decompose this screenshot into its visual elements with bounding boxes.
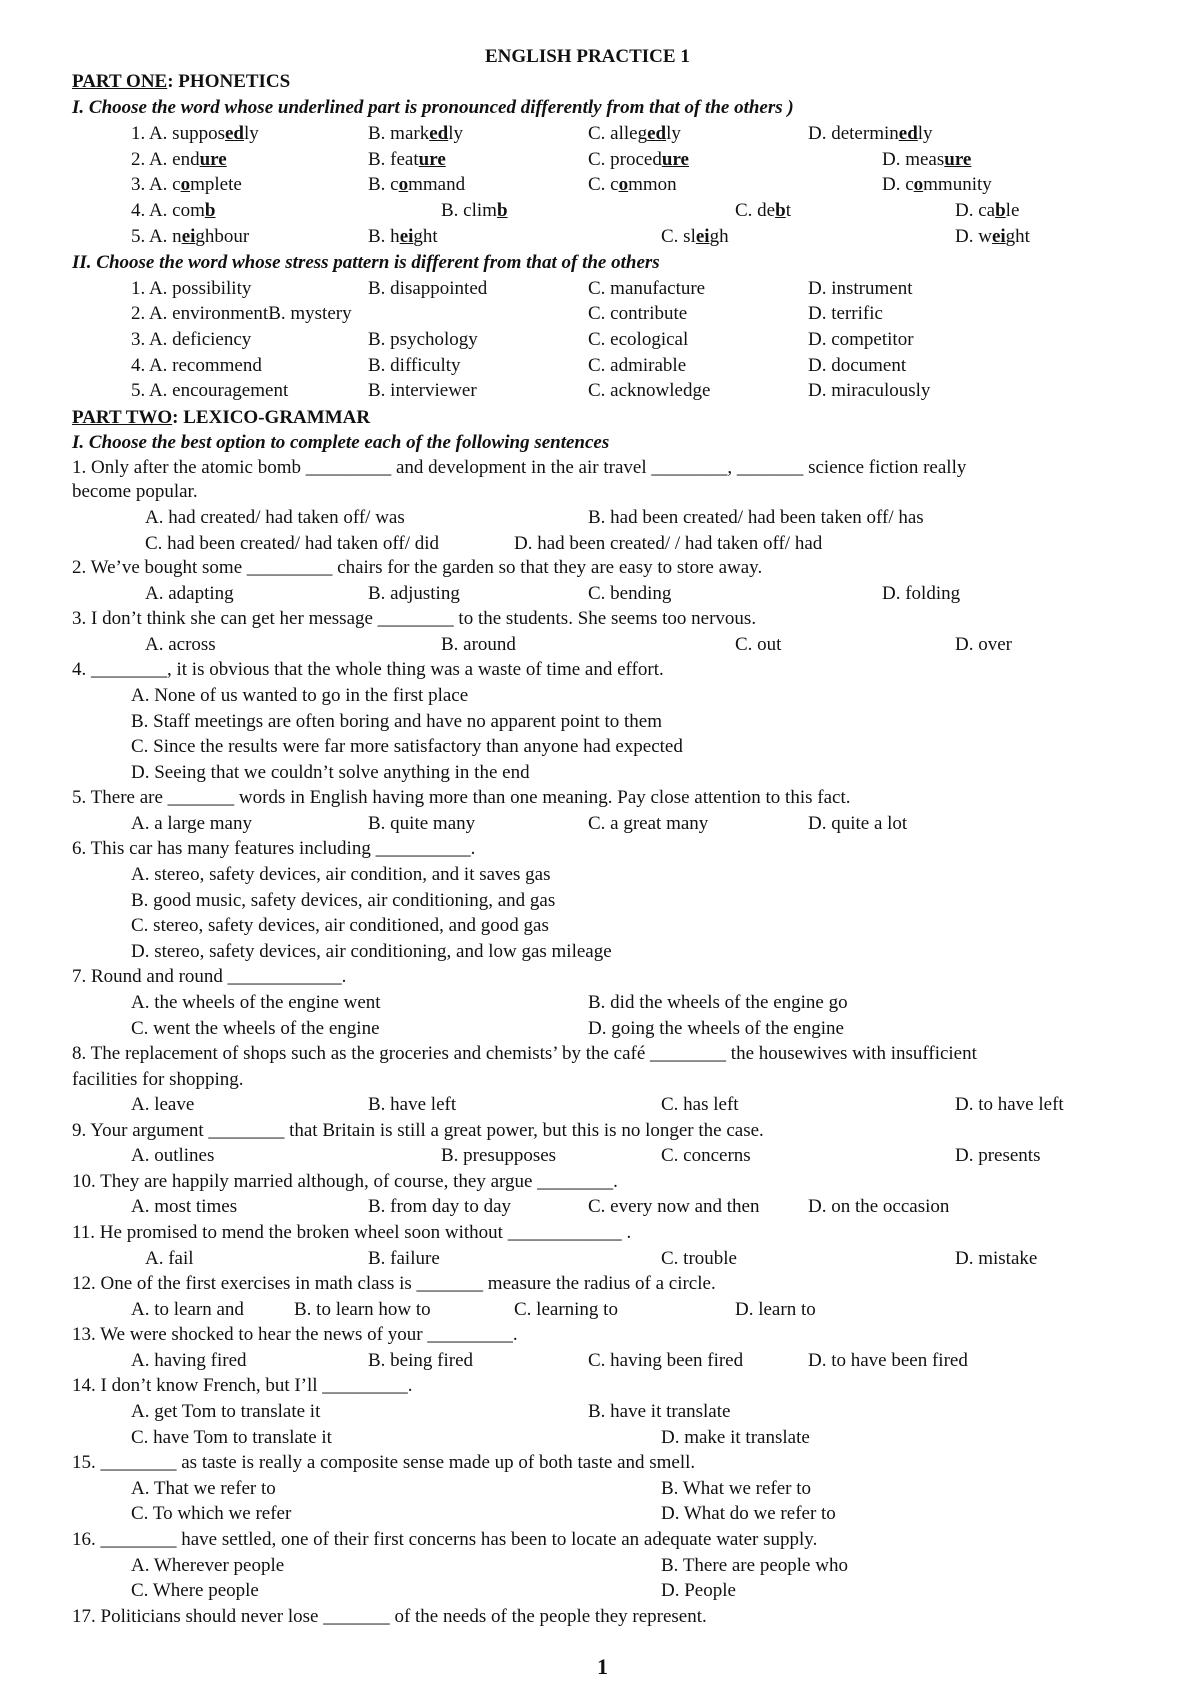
phonetics-q4-option-b: B. climb [441, 200, 508, 221]
q15-option-d: D. What do we refer to [661, 1503, 836, 1524]
phonetics-q1-option-d: D. determinedly [808, 123, 933, 144]
question-8: 8. The replacement of shops such as the groceries and chemists’ by the café ________ the housewives with insufficient [72, 1043, 977, 1064]
q12-option-d: D. learn to [735, 1299, 816, 1320]
question-12: 12. One of the first exercises in math class is _______ measure the radius of a circle. [72, 1273, 716, 1294]
q12-option-a: A. to learn and [131, 1299, 244, 1320]
stress-q3-option-b: B. psychology [368, 329, 478, 350]
q14-option-c: C. have Tom to translate it [131, 1427, 332, 1448]
q6-option-d: D. stereo, safety devices, air conditioning, and low gas mileage [131, 941, 612, 962]
q1-option-a: A. had created/ had taken off/ was [145, 507, 405, 528]
question-16: 16. ________ have settled, one of their first concerns has been to locate an adequate water supply. [72, 1529, 818, 1550]
q9-option-c: C. concerns [661, 1145, 751, 1166]
question-7: 7. Round and round ____________. [72, 966, 347, 987]
phonetics-q4-option-d: D. cable [955, 200, 1020, 221]
q2-option-c: C. bending [588, 583, 672, 604]
q10-option-d: D. on the occasion [808, 1196, 950, 1217]
q13-option-a: A. having fired [131, 1350, 247, 1371]
q9-option-d: D. presents [955, 1145, 1041, 1166]
q15-option-a: A. That we refer to [131, 1478, 276, 1499]
q12-option-c: C. learning to [514, 1299, 618, 1320]
phonetics-q2-option-c: C. procedure [588, 149, 689, 170]
q3-option-b: B. around [441, 634, 516, 655]
q15-option-c: C. To which we refer [131, 1503, 292, 1524]
q4-option-d: D. Seeing that we couldn’t solve anything in the end [131, 762, 530, 783]
q14-option-d: D. make it translate [661, 1427, 810, 1448]
question-10: 10. They are happily married although, of course, they argue ________. [72, 1171, 618, 1192]
q2-option-a: A. adapting [145, 583, 234, 604]
stress-q1-option-c: C. manufacture [588, 278, 706, 299]
phonetics-q3-option-c: C. common [588, 174, 677, 195]
q12-option-b: B. to learn how to [294, 1299, 431, 1320]
q11-option-c: C. trouble [661, 1248, 737, 1269]
q5-option-c: C. a great many [588, 813, 709, 834]
q16-option-d: D. People [661, 1580, 736, 1601]
phonetics-q2-option-b: B. feature [368, 149, 446, 170]
q5-option-d: D. quite a lot [808, 813, 908, 834]
section-phonetics-instruction: I. Choose the word whose underlined part is pronounced differently from that of the others ) [72, 97, 794, 118]
phonetics-q4-option-c: C. debt [735, 200, 791, 221]
stress-q1-option-b: B. disappointed [368, 278, 488, 299]
q7-option-a: A. the wheels of the engine went [131, 992, 381, 1013]
q4-option-a: A. None of us wanted to go in the first place [131, 685, 469, 706]
question-1-cont: become popular. [72, 481, 198, 502]
section-grammar-instruction: I. Choose the best option to complete each of the following sentences [72, 432, 610, 453]
q6-option-c: C. stereo, safety devices, air conditioned, and good gas [131, 915, 549, 936]
q7-option-d: D. going the wheels of the engine [588, 1018, 844, 1039]
question-1: 1. Only after the atomic bomb _________ and development in the air travel ________, _______ science fiction really [72, 457, 967, 478]
q6-option-a: A. stereo, safety devices, air condition, and it saves gas [131, 864, 551, 885]
question-17: 17. Politicians should never lose _______ of the needs of the people they represent. [72, 1606, 707, 1627]
q2-option-b: B. adjusting [368, 583, 460, 604]
q14-option-b: B. have it translate [588, 1401, 731, 1422]
phonetics-q5-option-a: 5. A. neighbour [131, 226, 250, 247]
q2-option-d: D. folding [882, 583, 961, 604]
question-13: 13. We were shocked to hear the news of your _________. [72, 1324, 518, 1345]
q7-option-b: B. did the wheels of the engine go [588, 992, 848, 1013]
stress-q1-option-d: D. instrument [808, 278, 913, 299]
question-2: 2. We’ve bought some _________ chairs for the garden so that they are easy to store away. [72, 557, 763, 578]
phonetics-q1-option-c: C. allegedly [588, 123, 681, 144]
stress-q3-option-a: 3. A. deficiency [131, 329, 252, 350]
q13-option-b: B. being fired [368, 1350, 474, 1371]
question-15: 15. ________ as taste is really a composite sense made up of both taste and smell. [72, 1452, 696, 1473]
q5-option-b: B. quite many [368, 813, 476, 834]
q4-option-b: B. Staff meetings are often boring and have no apparent point to them [131, 711, 662, 732]
stress-q2-option-d: D. terrific [808, 303, 883, 324]
question-4: 4. ________, it is obvious that the whole thing was a waste of time and effort. [72, 659, 664, 680]
q11-option-d: D. mistake [955, 1248, 1038, 1269]
q10-option-a: A. most times [131, 1196, 238, 1217]
q1-option-b: B. had been created/ had been taken off/ has [588, 507, 924, 528]
question-5: 5. There are _______ words in English having more than one meaning. Pay close attention to this fact. [72, 787, 851, 808]
phonetics-q3-option-d: D. community [882, 174, 992, 195]
q8-option-a: A. leave [131, 1094, 195, 1115]
q7-option-c: C. went the wheels of the engine [131, 1018, 380, 1039]
stress-q1-option-a: 1. A. possibility [131, 278, 252, 299]
stress-q4-option-d: D. document [808, 355, 907, 376]
question-11: 11. He promised to mend the broken wheel soon without ____________ . [72, 1222, 632, 1243]
q3-option-c: C. out [735, 634, 782, 655]
q16-option-c: C. Where people [131, 1580, 259, 1601]
phonetics-q2-option-d: D. measure [882, 149, 972, 170]
part-two-heading: PART TWO: LEXICO-GRAMMAR [72, 407, 371, 428]
part-one-heading: PART ONE: PHONETICS [72, 71, 291, 92]
q14-option-a: A. get Tom to translate it [131, 1401, 321, 1422]
stress-q5-option-d: D. miraculously [808, 380, 931, 401]
q8-option-d: D. to have left [955, 1094, 1064, 1115]
q10-option-c: C. every now and then [588, 1196, 760, 1217]
q11-option-a: A. fail [145, 1248, 194, 1269]
phonetics-q5-option-b: B. height [368, 226, 438, 247]
phonetics-q5-option-c: C. sleigh [661, 226, 729, 247]
page-number: 1 [597, 1654, 608, 1679]
q3-option-a: A. across [145, 634, 216, 655]
stress-q4-option-a: 4. A. recommend [131, 355, 262, 376]
q9-option-a: A. outlines [131, 1145, 215, 1166]
q3-option-d: D. over [955, 634, 1012, 655]
q8-option-c: C. has left [661, 1094, 739, 1115]
phonetics-q1-option-b: B. markedly [368, 123, 463, 144]
stress-q5-option-a: 5. A. encouragement [131, 380, 289, 401]
question-14: 14. I don’t know French, but I’ll _________. [72, 1375, 413, 1396]
phonetics-q3-option-b: B. command [368, 174, 466, 195]
q16-option-a: A. Wherever people [131, 1555, 285, 1576]
stress-q4-option-c: C. admirable [588, 355, 687, 376]
q1-option-d: D. had been created/ / had taken off/ had [514, 533, 823, 554]
question-8-cont: facilities for shopping. [72, 1069, 244, 1090]
stress-q3-option-d: D. competitor [808, 329, 914, 350]
stress-q2-option-a: 2. A. environmentB. mystery [131, 303, 352, 324]
question-6: 6. This car has many features including __________. [72, 838, 476, 859]
q16-option-b: B. There are people who [661, 1555, 848, 1576]
q6-option-b: B. good music, safety devices, air conditioning, and gas [131, 890, 556, 911]
q13-option-d: D. to have been fired [808, 1350, 968, 1371]
phonetics-q2-option-a: 2. A. endure [131, 149, 227, 170]
q5-option-a: A. a large many [131, 813, 252, 834]
section-stress-instruction: II. Choose the word whose stress pattern is different from that of the others [72, 252, 660, 273]
question-9: 9. Your argument ________ that Britain is still a great power, but this is no longer the case. [72, 1120, 764, 1141]
phonetics-q4-option-a: 4. A. comb [131, 200, 216, 221]
q10-option-b: B. from day to day [368, 1196, 512, 1217]
q15-option-b: B. What we refer to [661, 1478, 812, 1499]
stress-q2-option-c: C. contribute [588, 303, 688, 324]
q9-option-b: B. presupposes [441, 1145, 557, 1166]
stress-q4-option-b: B. difficulty [368, 355, 461, 376]
q1-option-c: C. had been created/ had taken off/ did [145, 533, 440, 554]
q11-option-b: B. failure [368, 1248, 440, 1269]
q13-option-c: C. having been fired [588, 1350, 744, 1371]
stress-q3-option-c: C. ecological [588, 329, 689, 350]
document-title: ENGLISH PRACTICE 1 [485, 46, 690, 67]
q4-option-c: C. Since the results were far more satisfactory than anyone had expected [131, 736, 683, 757]
stress-q5-option-b: B. interviewer [368, 380, 477, 401]
question-3: 3. I don’t think she can get her message ________ to the students. She seems too nervous. [72, 608, 757, 629]
q8-option-b: B. have left [368, 1094, 457, 1115]
phonetics-q3-option-a: 3. A. complete [131, 174, 242, 195]
stress-q5-option-c: C. acknowledge [588, 380, 711, 401]
phonetics-q5-option-d: D. weight [955, 226, 1030, 247]
phonetics-q1-option-a: 1. A. supposedly [131, 123, 259, 144]
